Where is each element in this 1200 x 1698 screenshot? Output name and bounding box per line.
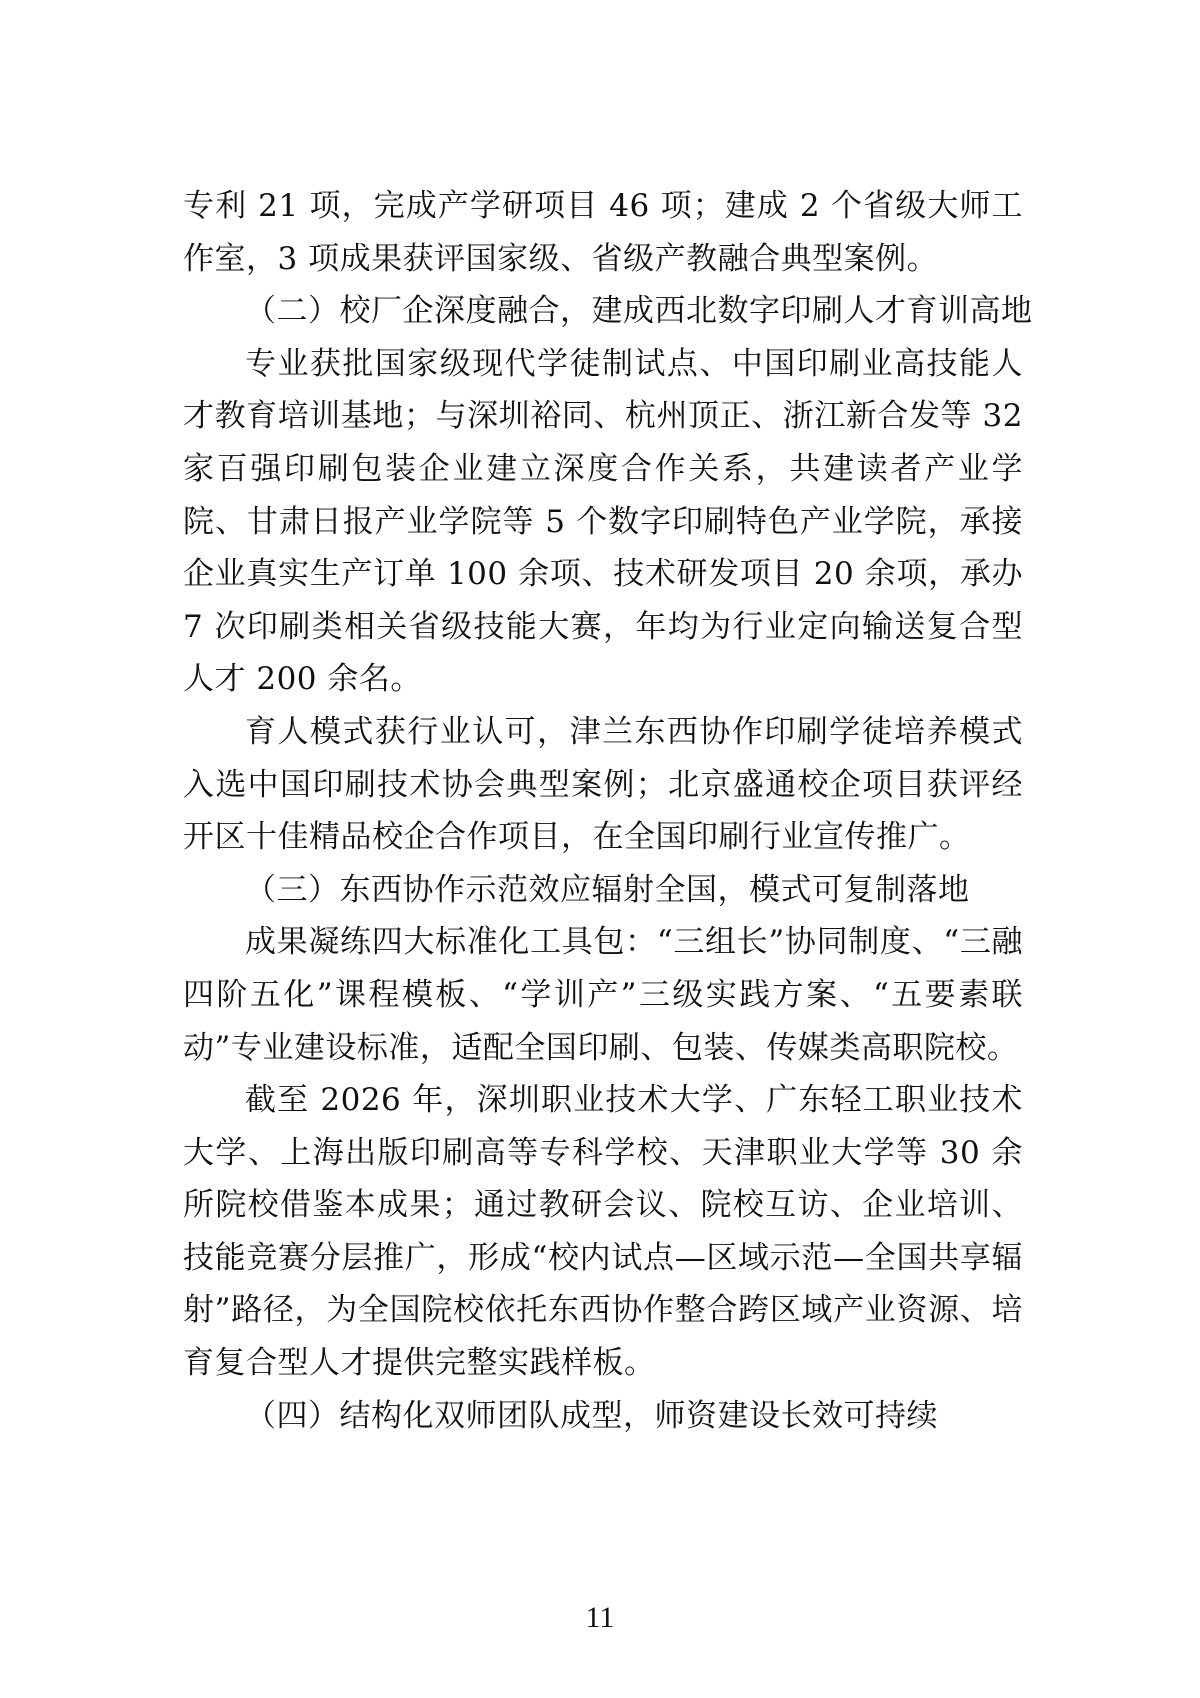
paragraph: 成果凝练四大标准化工具包：“三组长”协同制度、“三融四阶五化”课程模板、“学训产”三级实践方案、“五要素联动”专业建设标准，适配全国印刷、包装、传媒类高职院校。 <box>183 924 1023 1066</box>
section-heading-2: （二）校厂企深度融合，建成西北数字印刷人才育训高地 <box>245 293 1033 330</box>
page-number: 11 <box>585 1601 615 1634</box>
paragraph: 育人模式获行业认可，津兰东西协作印刷学徒培养模式入选中国印刷技术协会典型案例；北京盛通校企项目获评经开区十佳精品校企合作项目，在全国印刷行业宣传推广。 <box>183 713 1023 856</box>
paragraph: 截至 2026 年，深圳职业技术大学、广东轻工职业技术大学、上海出版印刷高等专科学校、天津职业大学等 30 余所院校借鉴本成果；通过教研会议、院校互访、企业培训、技能竞赛分层推广，形成“校内试点—区域示范—全国共享辐射”路径，为全国院校依托东西协作整合跨区域产业资源、培育复合型人才提供完整实践样板。 <box>183 1082 1023 1382</box>
paragraph: 专业获批国家级现代学徒制试点、中国印刷业高技能人才教育培训基地；与深圳裕同、杭州顶正、浙江新合发等 32 家百强印刷包装企业建立深度合作关系，共建读者产业学院、甘肃日报产业学院等 5 个数字印刷特色产业学院，承接企业真实生产订单 100 余项、技术研发项目 20 余项，承办 7 次印刷类相关省级技能大赛，年均为行业定向输送复合型人才 200 余名。 <box>183 345 1023 698</box>
paragraph-continuation: 专利 21 项，完成产学研项目 46 项；建成 2 个省级大师工作室，3 项成果获评国家级、省级产教融合典型案例。 <box>183 188 1023 277</box>
section-heading-3: （三）东西协作示范效应辐射全国，模式可复制落地 <box>245 871 970 908</box>
document-body <box>183 180 1033 1442</box>
section-heading-4: （四）结构化双师团队成型，师资建设长效可持续 <box>245 1397 938 1434</box>
